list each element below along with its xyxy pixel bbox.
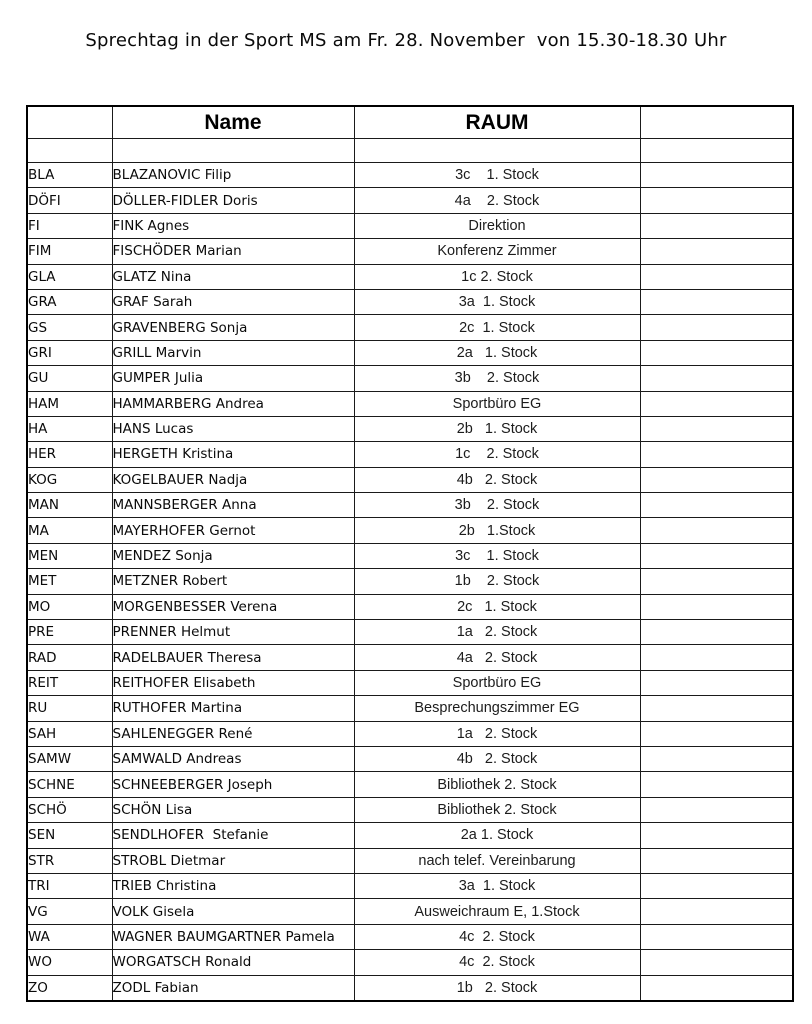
teacher-room: Besprechungszimmer EG [354,696,640,721]
teacher-room: 4a 2. Stock [354,645,640,670]
table-row [27,340,793,365]
teacher-code: SAH [27,721,112,746]
table-row [27,213,793,238]
teacher-name: DÖLLER-FIDLER Doris [112,188,354,213]
teacher-name: GRILL Marvin [112,340,354,365]
empty-cell [640,975,793,1001]
table-row [27,746,793,771]
teacher-name: MAYERHOFER Gernot [112,518,354,543]
teacher-room: 2c 1. Stock [354,594,640,619]
table-row [27,315,793,340]
teacher-name: VOLK Gisela [112,899,354,924]
table-row [27,696,793,721]
page-title: Sprechtag in der Sport MS am Fr. 28. November von 15.30-18.30 Uhr [85,30,727,51]
table-row [27,493,793,518]
teacher-room: Sportbüro EG [354,670,640,695]
teacher-room: Ausweichraum E, 1.Stock [354,899,640,924]
empty-cell [640,442,793,467]
empty-cell [640,873,793,898]
teacher-room: Konferenz Zimmer [354,239,640,264]
empty-cell [640,213,793,238]
teacher-name: SCHÖN Lisa [112,797,354,822]
empty-cell [640,848,793,873]
header-extra-column [640,106,793,139]
teacher-code: MO [27,594,112,619]
table-row [27,467,793,492]
teacher-name: STROBL Dietmar [112,848,354,873]
teacher-code: WA [27,924,112,949]
teacher-room: Bibliothek 2. Stock [354,797,640,822]
empty-cell [640,899,793,924]
empty-cell [640,721,793,746]
teacher-room: 2b 1.Stock [354,518,640,543]
teacher-name: HAMMARBERG Andrea [112,391,354,416]
teacher-room: nach telef. Vereinbarung [354,848,640,873]
table-row [27,391,793,416]
teacher-name: PRENNER Helmut [112,620,354,645]
empty-cell [640,823,793,848]
spacer-row [27,139,793,163]
table-row [27,848,793,873]
empty-cell [640,696,793,721]
empty-cell [354,139,640,163]
table-row [27,442,793,467]
teacher-code: GS [27,315,112,340]
teacher-name: HERGETH Kristina [112,442,354,467]
teacher-name: GRAF Sarah [112,289,354,314]
teacher-name: MANNSBERGER Anna [112,493,354,518]
table-row [27,620,793,645]
teacher-code: FIM [27,239,112,264]
teacher-room: 4c 2. Stock [354,924,640,949]
table-row [27,163,793,188]
teacher-room: 2a 1. Stock [354,340,640,365]
table-row [27,289,793,314]
teacher-name: HANS Lucas [112,416,354,441]
table-row [27,594,793,619]
teacher-code: MEN [27,543,112,568]
empty-cell [640,366,793,391]
table-row [27,873,793,898]
empty-cell [640,797,793,822]
teacher-room: 1a 2. Stock [354,620,640,645]
empty-cell [640,416,793,441]
empty-cell [640,315,793,340]
teacher-room: 3b 2. Stock [354,366,640,391]
teacher-code: RU [27,696,112,721]
teacher-code: MA [27,518,112,543]
teacher-code: KOG [27,467,112,492]
teacher-name: FINK Agnes [112,213,354,238]
table-row [27,924,793,949]
teacher-name: GUMPER Julia [112,366,354,391]
teacher-code: TRI [27,873,112,898]
table-row [27,264,793,289]
teacher-name: MENDEZ Sonja [112,543,354,568]
teacher-name: TRIEB Christina [112,873,354,898]
teacher-code: SEN [27,823,112,848]
header-row [27,106,793,139]
empty-cell [640,340,793,365]
empty-cell [640,518,793,543]
teacher-name: SAHLENEGGER René [112,721,354,746]
teacher-name: KOGELBAUER Nadja [112,467,354,492]
teacher-name: GLATZ Nina [112,264,354,289]
table-row [27,670,793,695]
table-row [27,239,793,264]
teacher-code: GLA [27,264,112,289]
empty-cell [640,645,793,670]
empty-cell [640,950,793,975]
teacher-code: FI [27,213,112,238]
teacher-code: SAMW [27,746,112,771]
header-name-column: Name [112,106,354,139]
table-row [27,569,793,594]
teacher-code: ZO [27,975,112,1001]
teacher-name: SCHNEEBERGER Joseph [112,772,354,797]
teacher-room: 1b 2. Stock [354,569,640,594]
teacher-room: 1c 2. Stock [354,442,640,467]
teacher-name: WAGNER BAUMGARTNER Pamela [112,924,354,949]
teacher-code: REIT [27,670,112,695]
table-row [27,797,793,822]
teacher-room: 4b 2. Stock [354,467,640,492]
teacher-code: DÖFI [27,188,112,213]
empty-cell [640,594,793,619]
teacher-name: METZNER Robert [112,569,354,594]
teacher-code: SCHNE [27,772,112,797]
teacher-room: 4c 2. Stock [354,950,640,975]
teacher-code: HER [27,442,112,467]
table-row [27,772,793,797]
teacher-name: RADELBAUER Theresa [112,645,354,670]
empty-cell [640,391,793,416]
empty-cell [640,569,793,594]
table-row [27,518,793,543]
empty-cell [640,188,793,213]
table-row [27,823,793,848]
teacher-code: PRE [27,620,112,645]
teacher-name: ZODL Fabian [112,975,354,1001]
table-row [27,416,793,441]
header-room-column: RAUM [354,106,640,139]
empty-cell [640,239,793,264]
teacher-room: 1b 2. Stock [354,975,640,1001]
table-row [27,899,793,924]
teacher-name: FISCHÖDER Marian [112,239,354,264]
teacher-name: MORGENBESSER Verena [112,594,354,619]
teacher-code: MAN [27,493,112,518]
teacher-room: 3a 1. Stock [354,289,640,314]
teacher-name: SAMWALD Andreas [112,746,354,771]
teacher-name: RUTHOFER Martina [112,696,354,721]
teacher-code: HA [27,416,112,441]
empty-cell [640,163,793,188]
teacher-name: REITHOFER Elisabeth [112,670,354,695]
teacher-code: RAD [27,645,112,670]
empty-cell [640,670,793,695]
table-row [27,366,793,391]
table-row [27,645,793,670]
teacher-code: VG [27,899,112,924]
teacher-room: 2b 1. Stock [354,416,640,441]
teacher-room: 3a 1. Stock [354,873,640,898]
empty-cell [640,467,793,492]
teacher-code: BLA [27,163,112,188]
empty-cell [640,543,793,568]
empty-cell [640,772,793,797]
teacher-name: WORGATSCH Ronald [112,950,354,975]
teacher-room: 2c 1. Stock [354,315,640,340]
teacher-room: Sportbüro EG [354,391,640,416]
teacher-room: 4b 2. Stock [354,746,640,771]
teacher-room: Bibliothek 2. Stock [354,772,640,797]
teacher-room: 1a 2. Stock [354,721,640,746]
teacher-room: 1c 2. Stock [354,264,640,289]
teacher-code: SCHÖ [27,797,112,822]
empty-cell [640,746,793,771]
empty-cell [640,924,793,949]
teacher-code: STR [27,848,112,873]
empty-cell [112,139,354,163]
teacher-code: WO [27,950,112,975]
teacher-code: MET [27,569,112,594]
table-row [27,721,793,746]
table-body [27,163,793,1001]
teacher-name: SENDLHOFER Stefanie [112,823,354,848]
teacher-code: GRA [27,289,112,314]
sprechtag-table [26,105,794,1002]
empty-cell [640,493,793,518]
teacher-room: 2a 1. Stock [354,823,640,848]
teacher-room: 3c 1. Stock [354,543,640,568]
teacher-room: Direktion [354,213,640,238]
table-row [27,188,793,213]
teacher-room: 3c 1. Stock [354,163,640,188]
teacher-code: HAM [27,391,112,416]
teacher-code: GU [27,366,112,391]
teacher-name: GRAVENBERG Sonja [112,315,354,340]
empty-cell [640,264,793,289]
empty-cell [640,139,793,163]
empty-cell [27,139,112,163]
empty-cell [640,289,793,314]
empty-cell [640,620,793,645]
teacher-room: 3b 2. Stock [354,493,640,518]
teacher-code: GRI [27,340,112,365]
teacher-room: 4a 2. Stock [354,188,640,213]
header-code-column [27,106,112,139]
table-row [27,975,793,1001]
teacher-name: BLAZANOVIC Filip [112,163,354,188]
table-row [27,543,793,568]
table-row [27,950,793,975]
